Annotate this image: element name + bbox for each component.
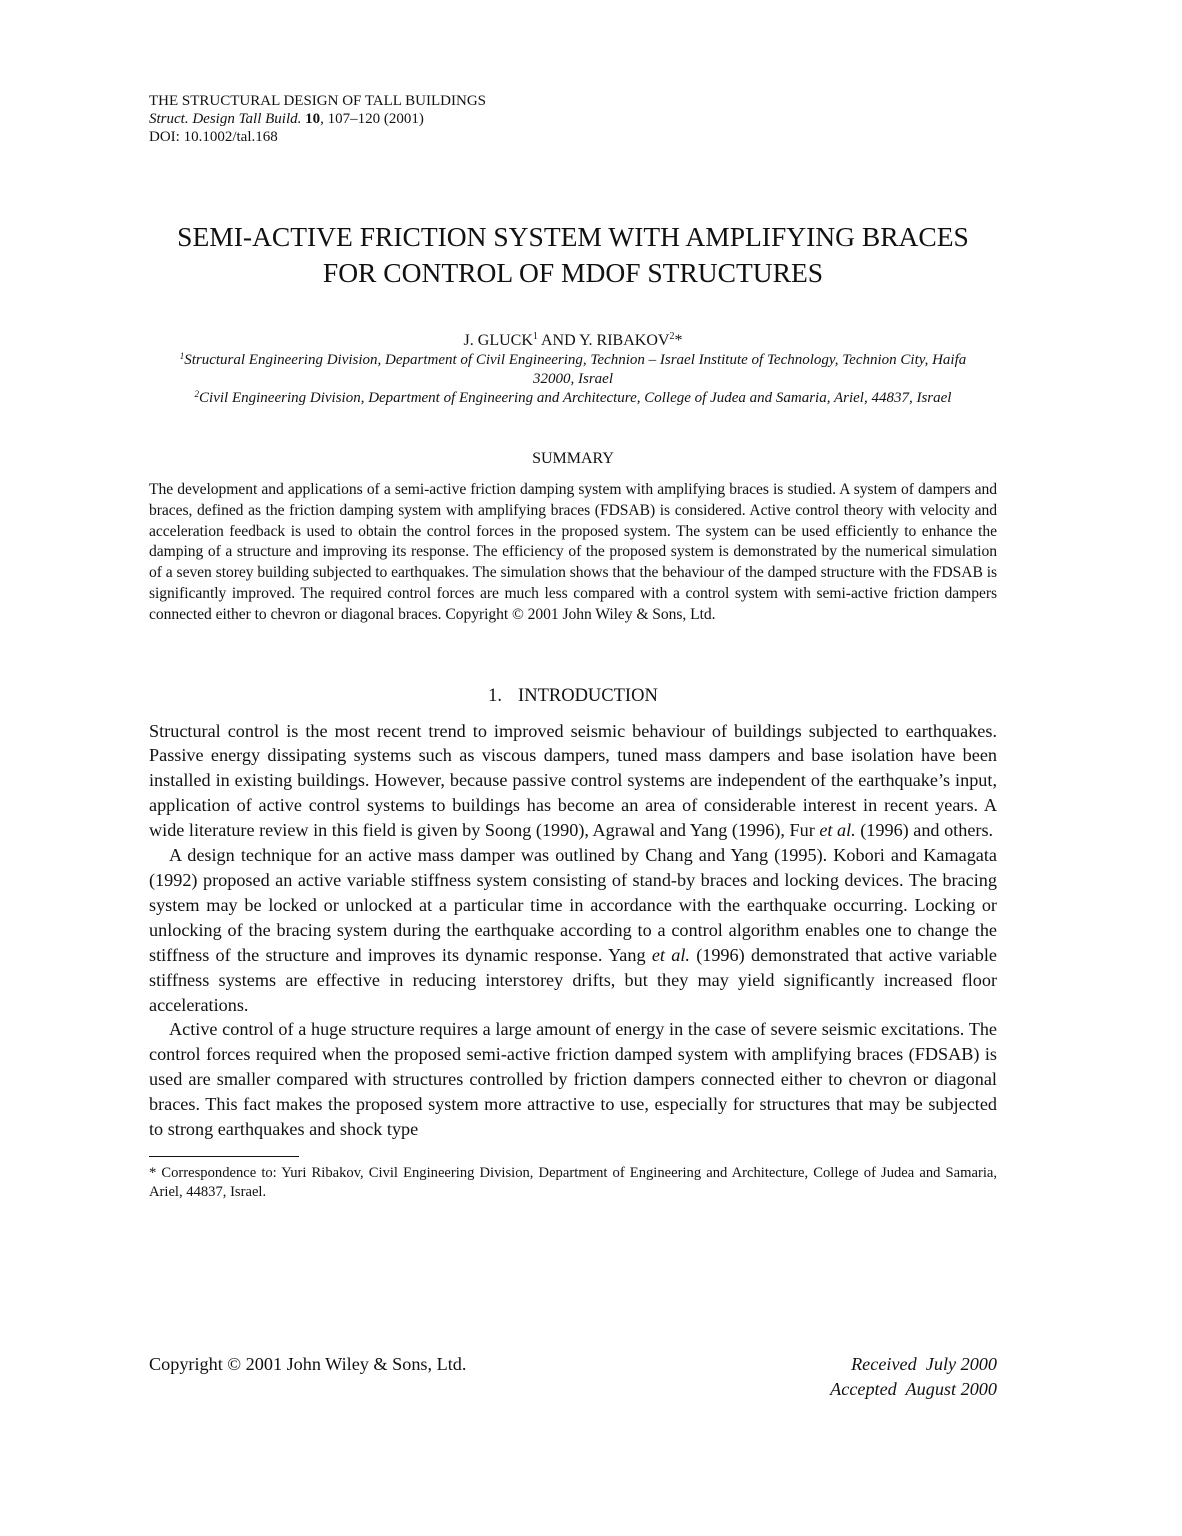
- author-2: Y. RIBAKOV: [579, 332, 670, 349]
- introduction-body: [149, 719, 997, 1142]
- author-line: [149, 331, 997, 351]
- footer-copyright: Copyright © 2001 John Wiley & Sons, Ltd.: [149, 1354, 467, 1374]
- affiliation-1-sup: 1: [179, 351, 185, 361]
- affiliation-1-text: Structural Engineering Division, Department of Civil Engineering, Technion – Israel Institute of Technology, Technion City, Haifa 32000, Israel: [184, 352, 967, 387]
- author-conjunction: AND: [537, 332, 580, 349]
- paragraph-1-etal: et al.: [819, 820, 856, 841]
- section-heading-introduction: [149, 684, 997, 708]
- summary-text: The development and applications of a semi-active friction damping system with amplifying braces is studied. A system of dampers and braces, defined as the friction damping system with amplifying braces (FDSAB) is considered. Active control theory with velocity and acceleration feedback is used to obtain the control forces in the proposed system. The system can be used efficiently to enhance the damping of a structure and improving its response. The efficiency of the proposed system is demonstrated by the numerical simulation of a seven storey building subjected to earthquakes. The simulation shows that the behaviour of the damped structure with the FDSAB is significantly improved. The required control forces are much less compared with a control system with semi-active friction dampers connected either to chevron or diagonal braces. Copyright © 2001 John Wiley & Sons, Ltd.: [149, 481, 997, 623]
- paragraph-2-text: A design technique for an active mass damper was outlined by Chang and Yang (1995). Kobori and Kamagata (1992) proposed an active variable stiffness system consisting of stand-by braces and locking devices. The bracing system may be locked or unlocked at a particular time in accordance with the earthquake occurring. Locking or unlocking of the bracing system during the earthquake according to a control algorithm enables one to change the stiffness of the structure and improves its dynamic response. Yang: [149, 845, 997, 965]
- paragraph-1-text: Structural control is the most recent trend to improved seismic behaviour of buildings subjected to earthquakes. Passive energy dissipating systems such as viscous dampers, tuned mass dampers and base isolation have been installed in existing buildings. However, because passive control systems are independent of the earthquake’s input, application of active control systems to buildings has become an area of considerable interest in recent years. A wide literature review in this field is given by Soong (1990), Agrawal and Yang (1996), Fur: [149, 720, 997, 841]
- paragraph-1-text-end: (1996) and others.: [855, 820, 994, 841]
- author-1: J. GLUCK: [463, 332, 533, 349]
- affiliation-2: [149, 389, 997, 408]
- author-1-affil: 1: [532, 331, 538, 342]
- affiliation-2-text: Civil Engineering Division, Department of Engineering and Architecture, College of Judea and Samaria, Ariel, 44837, Israel: [199, 390, 952, 406]
- summary-heading: SUMMARY: [532, 450, 614, 467]
- section-number: 1.: [488, 685, 503, 706]
- author-2-affil: 2: [669, 331, 675, 342]
- citation-journal: Struct. Design Tall Build.: [149, 111, 302, 127]
- title-line-1: SEMI-ACTIVE FRICTION SYSTEM WITH AMPLIFYING BRACES: [177, 221, 969, 252]
- paragraph-1: [149, 719, 997, 844]
- accepted-date: Accepted August 2000: [830, 1379, 997, 1399]
- paragraph-3: Active control of a huge structure requires a large amount of energy in the case of severe seismic excitations. The control forces required when the proposed semi-active friction damped system with amplifying braces (FDSAB) is used are smaller compared with structures controlled by friction dampers connected either to chevron or diagonal braces. This fact makes the proposed system more attractive to use, especially for structures that may be subjected to strong earthquakes and shock type: [149, 1019, 997, 1140]
- affiliation-2-sup: 2: [194, 389, 200, 399]
- paragraph-2: [149, 843, 997, 1017]
- corresponding-mark: *: [674, 332, 683, 349]
- journal-name: THE STRUCTURAL DESIGN OF TALL BUILDINGS: [149, 93, 486, 109]
- doi: DOI: 10.1002/tal.168: [149, 129, 278, 145]
- paragraph-2-etal: et al.: [651, 944, 690, 965]
- journal-header: [149, 92, 997, 146]
- citation-volume: 10: [305, 111, 321, 127]
- affiliation-1: [149, 351, 997, 389]
- article-page: [149, 92, 997, 1202]
- received-date: Received July 2000: [851, 1354, 997, 1374]
- section-title: INTRODUCTION: [518, 685, 658, 706]
- title-line-2: FOR CONTROL OF MDOF STRUCTURES: [322, 257, 824, 288]
- paragraph-2-text-end: (1996) demonstrated that active variable stiffness systems are effective in reducing interstorey drifts, but they may yield significantly increased floor accelerations.: [149, 944, 997, 1015]
- journal-citation: [149, 110, 997, 128]
- article-title: [149, 219, 997, 291]
- footer-dates: [830, 1352, 997, 1402]
- correspondence-footnote: * Correspondence to: Yuri Ribakov, Civil Engineering Division, Department of Engineering and Architecture, College of Judea and Samaria, Ariel, 44837, Israel.: [149, 1164, 997, 1200]
- citation-pages-year: , 107–120 (2001): [320, 111, 424, 127]
- footnote-rule: [149, 1156, 299, 1157]
